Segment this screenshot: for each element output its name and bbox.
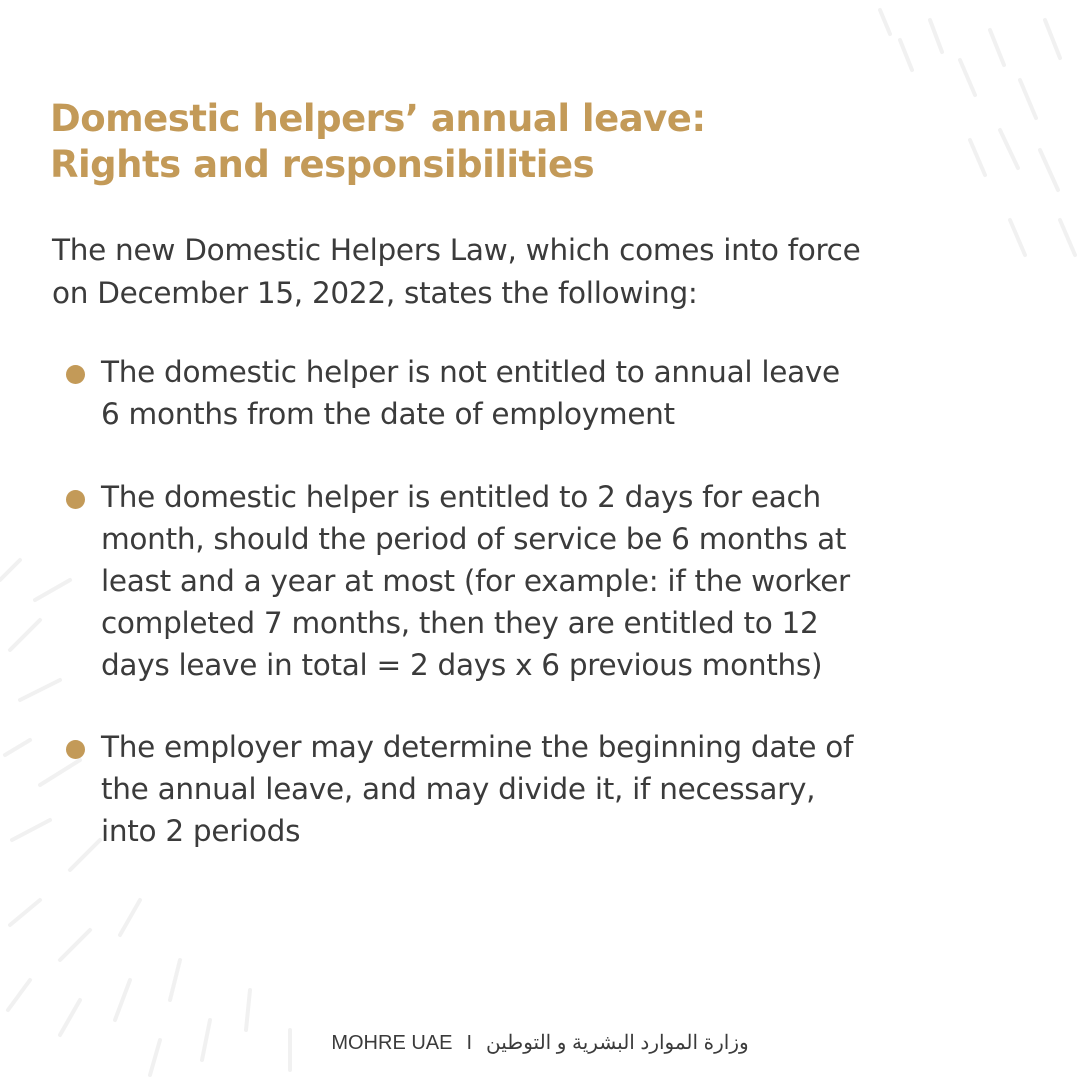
intro-line-1: The new Domestic Helpers Law, which comes into force: [52, 233, 861, 267]
intro-paragraph: [52, 229, 1032, 315]
list-item-line: The domestic helper is entitled to 2 days for each: [101, 480, 821, 514]
bullet-dot-icon: [66, 740, 85, 759]
bullet-dot-icon: [66, 490, 85, 509]
list-item-line: least and a year at most (for example: if the worker: [101, 564, 850, 598]
page-title: [50, 96, 1030, 188]
footer-separator: I: [466, 1032, 473, 1054]
list-item-text: [101, 476, 1001, 686]
intro-line-2: on December 15, 2022, states the following:: [52, 276, 698, 310]
list-item-text: [101, 351, 1001, 435]
bullet-dot-icon: [66, 365, 85, 384]
list-item-line: month, should the period of service be 6 months at: [101, 522, 847, 556]
list-item-line: days leave in total = 2 days x 6 previous months): [101, 648, 823, 682]
title-line-1: Domestic helpers’ annual leave:: [50, 97, 706, 140]
list-item-line: The employer may determine the beginning date of: [101, 730, 854, 764]
title-line-2: Rights and responsibilities: [50, 143, 595, 186]
list-item-line: into 2 periods: [101, 814, 301, 848]
list-item-line: 6 months from the date of employment: [101, 397, 675, 431]
list-item-line: completed 7 months, then they are entitled to 12: [101, 606, 819, 640]
list-item-line: the annual leave, and may divide it, if necessary,: [101, 772, 816, 806]
list-item-line: The domestic helper is not entitled to annual leave: [101, 355, 840, 389]
list-item-text: [101, 726, 1001, 852]
footer: [0, 1030, 1080, 1055]
footer-brand: MOHRE UAE: [331, 1032, 453, 1054]
footer-arabic-name: وزارة الموارد البشرية و التوطين: [486, 1032, 749, 1054]
